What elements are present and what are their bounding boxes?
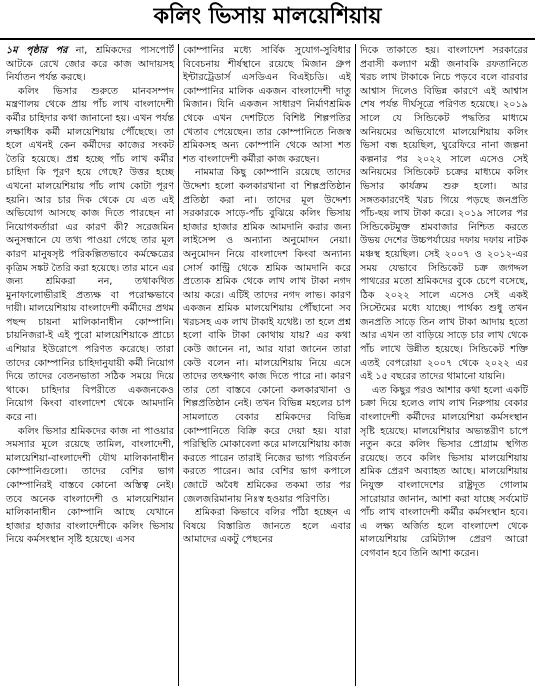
column-1 [6,44,174,686]
paragraph-1-1-text: না, শ্রমিকদের পাসপোর্ট আটকে রেখে জোর করে কাজ আদায়সহ নির্যাতন পর্যন্ত করছে। [6,45,174,84]
column-divider-2 [355,44,356,686]
paragraph-3-1: দিকে তাকাতে হয়। বাংলাদেশ সরকারের প্রবাসী কল্যাণ মন্ত্রী জনাবকি রফতানিতে খরচ লাখ টাকাকে নিচে পড়বে বলে বারবার আশ্বাস দিলেও বিভিন্ন কারণে এই আশ্বাস শেষ পর্যন্ত দীর্ঘসূত্রে পরিণত হয়েছে। ২০১৯ সালে যে সিন্ডিকেট পদ্ধতির মাধ্যমে অনিয়মের অভিযোগে মালয়েশিয়ায় কলিং ভিসা বন্ধ হয়েছিল, ঘুরেফিরে নানা জল্পনা কল্পনার পর ২০২২ সালে এসেও সেই অনিয়মের সিন্ডিকেট চক্রের মাধ্যমে কলিং ভিসার কার্যক্রম শুরু হলো। আর সঙ্গতকারণেই খরচ গিয়ে পড়ছে জনপ্রতি পাঁচ-ছয় লাখ টাকা করে। ২০১৯ সালের পর সিন্ডিকেটমুক্ত শ্রমবাজার নিশ্চিত করতে উভয় দেশের উচ্চপর্যায়ের দফায় দফায় নাটক মঞ্চস্থ হয়েছিল। সেই ২০০৭ ও ২০১২-এর সময় যেভাবে সিন্ডিকেট চক্র জগদ্দল পাথরের মতো শ্রমিকদের বুকে চেপে বসেছে, ঠিক ২০২২ সালে এসেও সেই একই সিস্টেমের মধ্যে যাচ্ছে। পার্থক্য শুধু তখন জনপ্রতি সাড়ে তিন লাখ টাকা আদায় হতো আর এখন তা বাড়িয়ে সাড়ে চার লাখ থেকে পাঁচ লাখে উন্নীত হয়েছে। সিন্ডিকেট শক্তি এতই বেপরোয়া ২০০৭ থেকে ২০২২ এর এই ১৫ বছরের তাদের থামানো যায়নি। [360,45,528,383]
paragraph-3-2: এত কিছুর পরও আশার কথা হলো একটি চক্রা দিয়ে হলেও লাখ লাখ নিরুপায় বেকার বাংলাদেশী কর্মীদের মালয়েশিয়া কর্মসংস্থান সৃষ্টি হয়েছে। মালয়েশিয়ার অভ্যন্তরীণ চাপে নতুন করে কলিং ভিসার প্রোগ্রাম স্থগিত রয়েছে। তবে কলিং ভিসায় মালয়েশিয়ায় শ্রমিক প্রেরণ অব্যাহত আছে। মালয়েশিয়ায় নিযুক্ত বাংলাদেশের রাষ্ট্রদূত গোলাম সারোয়ার জানান, আশা করা যাচ্ছে সর্বমোট পাঁচ লাখ বাংলাদেশী কর্মীর কর্মসংস্থান হবে। এ লক্ষ্য অর্জিত হলে বাংলাদেশ থেকে মালয়েশিয়ায় রেমিট্যান্স প্রেরণ আরো বেগবান হবে তিনি আশা করেন। [360,384,528,559]
paragraph-1-2: কলিং ভিসার শুরুতে মানবসম্পদ মন্ত্রণালয় থেকে প্রায় পাঁচ লাখ বাংলাদেশী কর্মীর চাহিদার কথা জানানো হয়। এখন পর্যন্ত লক্ষাধিক কর্মী মালয়েশিয়ায় পৌঁছেছে। তা হলে এখনই কেন কর্মীদের কাজের সংকট তৈরি হয়েছে। প্রশ্ন হচ্ছে পাঁচ লাখ কর্মীর চাহিদা কি পূরণ হয়ে গেছে? উত্তর হচ্ছে এখনো মালয়েশিয়ায় পাঁচ লাখ কোটা পূরণ হয়নি। আর চার দিক থেকে যে এত এই অভিযোগ আসছে কাজ দিতে পারছেন না নিয়োগকর্তারা এর কারণ কী? সরেজমিন অনুসন্ধানে যে তথ্য পাওয়া গেছে তার মূল কারণ মানুষসৃষ্ট পরিকল্পিতভাবে কর্মক্ষেত্রের কৃত্রিম সঙ্কট তৈরি করা হয়েছে। তার মানে এর জন্য শ্রমিকরা নন, তথাকথিত মুনাফালোভীরাই প্রত্যক্ষ বা পরোক্ষভাবে দায়ী। মালয়েশিয়ায় বাংলাদেশী কর্মীদের প্রথম পছন্দ চায়না মালিকানাধীন কোম্পানি। চায়নিজরা-ই এই পুরো মালয়েশিয়াকে প্রাচ্যে এশিয়ার ইউরোপে পরিণত করেছে। তারা তাদের কোম্পানির চাহিদানুযায়ী কর্মী নিয়োগ দিয়ে তাদের বেতনভাতা সঠিক সময়ে দিয়ে থাকে। চাহিদার বিপরীতে একজনকেও নিয়োগ কিংবা বাংলাদেশ থেকে আমদানি করে না। [6,85,174,424]
paragraph-1-1 [6,44,174,85]
paragraph-2-3: শ্রমিকরা কিভাবে বলির পাঁঠা হচ্ছেন এ বিষয়ে বিস্তারিত জানতে হলে এবার আমাদের একটু পেছনের [183,507,351,546]
jump-label: ১ম পৃষ্ঠার পর [6,45,68,56]
paragraph-2-1: কোম্পানির মধ্যে সার্বিক সুযোগ-সুবিধার বিবেচনায় শীর্ষস্থানে রয়েছে মিজান গ্রুপ ইন্টারট্রেডার্স এসডিএন বিএইচডি। এই কোম্পানির মালিক একজন বাংলাদেশী দাতু মিজান। যিনি একজন সাধারণ নির্মাণশ্রমিক থেকে এখন দেশটিতে বিশিষ্ট শিল্পপতির খেতাব পেয়েছেন। তার কোম্পানিতে নিজস্ব শ্রমিকসহ অন্য কোম্পানি থেকে আসা শত শত বাংলাদেশী কর্মীরা কাজ করছেন। [183,45,351,165]
paragraph-2-2: নামমাত্র কিছু কোম্পানি রয়েছে তাদের উদ্দেশ্য হলো কলকারখানা বা শিল্পপ্রতিষ্ঠান প্রতিষ্ঠা করা না। তাদের মূল উদ্দেশ্য সরকারকে সাড়ে-পাঁচ বুঝিয়ে কলিং ভিসায় হাজার হাজার শ্রমিক আমদানি করার জন্য লাইসেন্স ও অন্যান্য অনুমোদন নেয়া। অনুমোদন নিয়ে বাংলাদেশ কিংবা অন্যান্য সোর্স কান্ট্রি থেকে শ্রমিক আমদানি করে প্রত্যেক শ্রমিক থেকে লাখ লাখ টাকা নগদ আয় করে। এটিই তাদের নগদ লাভ। কারণ একজন শ্রমিক মালয়েশিয়ায় পৌঁছানো সব খরচসহ এক লাখ টাকাই যথেষ্ট। তা হলে প্রশ্ন হলো বাকি টাকা কোথায় যায়? এর কথা কেউ জানেন না, আর যারা জানেন তারা কেউ বলেন না। মালয়েশিয়ায় নিয়ে এসে তাদের তৎক্ষণাৎ কাজ দিতে পারে না। কারণ তার তো বাস্তবে কোনো কলকারখানা ও শিল্পপ্রতিষ্ঠান নেই। তখন বিভিন্ন মহলের চাপ সামলাতে বেকার শ্রমিকদের বিভিন্ন কোম্পানিতে বিক্রি করে দেয়া হয়। যারা পরিস্থিতি মোকাবেলা করে মালয়েশিয়ায় কাজ করতে পারেন তারাই নিজের ভাগ্য পরিবর্তন করতে পারেন। আর বেশির ভাগ কপালে জোটে অবৈধ শ্রমিকের তকমা তার পর জেলজরিমানায় নিঃস্ব হওয়ার পরিণতি। [183,167,351,505]
column-2 [183,44,351,686]
column-3 [360,44,528,686]
headline-rule [0,38,535,40]
paragraph-1-3: কলিং ভিসার শ্রমিকদের কাজ না পাওয়ার সমস্যার মূলে রয়েছে তামিল, বাংলাদেশী, মালয়েশিয়া-বাংলাদেশী যৌথ মালিকানাধীন কোম্পানিগুলো। তাদের বেশির ভাগ কোম্পানিরই বাস্তবে কোনো অস্তিত্ব নেই। তবে অনেক বাংলাদেশী ও মালয়েশিয়ান মালিকানাধীন কোম্পানি আছে যেখানে হাজার হাজার বাংলাদেশীকে কলিং ভিসায় নিয়ে কর্মসংস্থান সৃষ্টি হয়েছে। এসব [6,425,174,546]
column-divider-1 [178,44,179,686]
headline: কলিং ভিসায় মালয়েশিয়ায় [153,4,382,29]
